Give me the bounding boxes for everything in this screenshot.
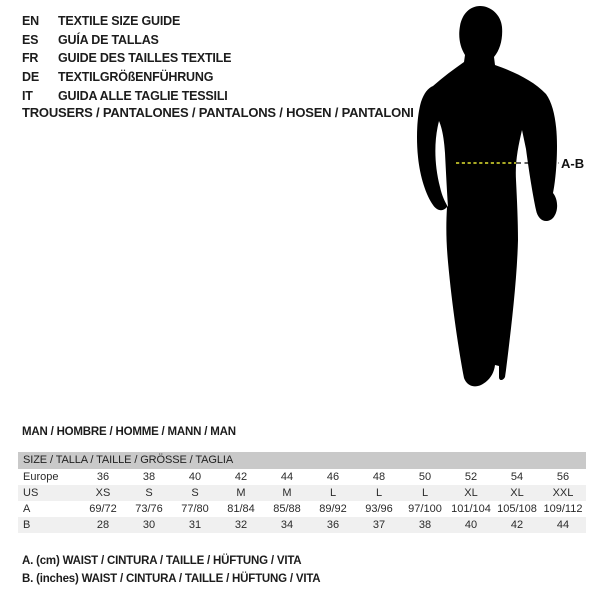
table-row-a-cm: [18, 501, 586, 517]
table-cell: 52: [464, 471, 478, 483]
table-cell: 73/76: [135, 503, 163, 515]
size-table-header: SIZE / TALLA / TAILLE / GRÖSSE / TAGLIA: [18, 452, 586, 469]
gender-section-title: MAN / HOMBRE / HOMME / MANN / MAN: [22, 426, 236, 438]
measure-label: A-B: [561, 156, 585, 171]
table-cell: 42: [234, 471, 248, 483]
table-cell: 69/72: [89, 503, 117, 515]
table-cell: 28: [96, 519, 110, 531]
language-code: EN: [22, 14, 39, 29]
garment-category-title: TROUSERS / PANTALONES / PANTALONS / HOSEN / PANTALONI: [22, 105, 414, 120]
table-cell: 37: [372, 519, 386, 531]
row-label: A: [23, 503, 31, 515]
table-cell: 46: [326, 471, 340, 483]
language-code: DE: [22, 70, 39, 85]
row-label: US: [23, 487, 39, 499]
table-cell: 48: [372, 471, 386, 483]
table-cell: 81/84: [227, 503, 255, 515]
language-code: IT: [22, 88, 33, 103]
table-row-b-inches: [18, 517, 586, 533]
table-cell: 32: [234, 519, 248, 531]
table-row-us: [18, 485, 586, 501]
row-label: B: [23, 519, 31, 531]
language-title: TEXTILGRÖßENFÜHRUNG: [58, 70, 214, 85]
table-cell: 30: [142, 519, 156, 531]
table-cell: 77/80: [181, 503, 209, 515]
table-cell: 40: [188, 471, 202, 483]
table-cell: 109/112: [543, 503, 583, 515]
table-cell: 36: [326, 519, 340, 531]
table-cell: 50: [418, 471, 432, 483]
table-cell: 40: [464, 519, 478, 531]
table-cell: XL: [464, 487, 478, 499]
note-a-cm: A. (cm) WAIST / CINTURA / TAILLE / HÜFTUNG / VITA: [22, 555, 302, 567]
table-cell: 36: [96, 471, 110, 483]
table-cell: M: [236, 487, 246, 499]
table-cell: 44: [556, 519, 570, 531]
table-cell: 97/100: [408, 503, 442, 515]
table-cell: XXL: [552, 487, 574, 499]
size-table: [18, 452, 586, 533]
table-cell: L: [375, 487, 383, 499]
table-cell: 101/104: [451, 503, 491, 515]
measurement-notes: [22, 555, 320, 591]
table-cell: 38: [418, 519, 432, 531]
note-b-inches: B. (inches) WAIST / CINTURA / TAILLE / HÜFTUNG / VITA: [22, 573, 321, 585]
table-cell: XL: [510, 487, 524, 499]
table-cell: 89/92: [319, 503, 347, 515]
table-cell: 31: [188, 519, 202, 531]
row-label: Europe: [23, 471, 59, 483]
table-cell: 85/88: [273, 503, 301, 515]
language-title: TEXTILE SIZE GUIDE: [58, 14, 181, 29]
language-code: ES: [22, 32, 39, 47]
table-cell: 42: [510, 519, 524, 531]
language-title: GUIDE DES TAILLES TEXTILE: [58, 51, 232, 66]
language-title: GUIDA ALLE TAGLIE TESSILI: [58, 88, 228, 103]
language-code: FR: [22, 51, 39, 66]
table-cell: L: [329, 487, 337, 499]
table-row-europe: [18, 469, 586, 485]
table-cell: 34: [280, 519, 294, 531]
table-cell: L: [421, 487, 429, 499]
language-title: GUÍA DE TALLAS: [58, 32, 159, 47]
table-cell: M: [282, 487, 292, 499]
table-cell: 56: [556, 471, 570, 483]
table-cell: 44: [280, 471, 294, 483]
man-silhouette: [417, 6, 557, 386]
table-cell: 38: [142, 471, 156, 483]
table-cell: S: [191, 487, 199, 499]
table-cell: S: [145, 487, 153, 499]
table-cell: XS: [95, 487, 111, 499]
table-cell: 54: [510, 471, 524, 483]
table-cell: 93/96: [365, 503, 393, 515]
table-cell: 105/108: [497, 503, 537, 515]
